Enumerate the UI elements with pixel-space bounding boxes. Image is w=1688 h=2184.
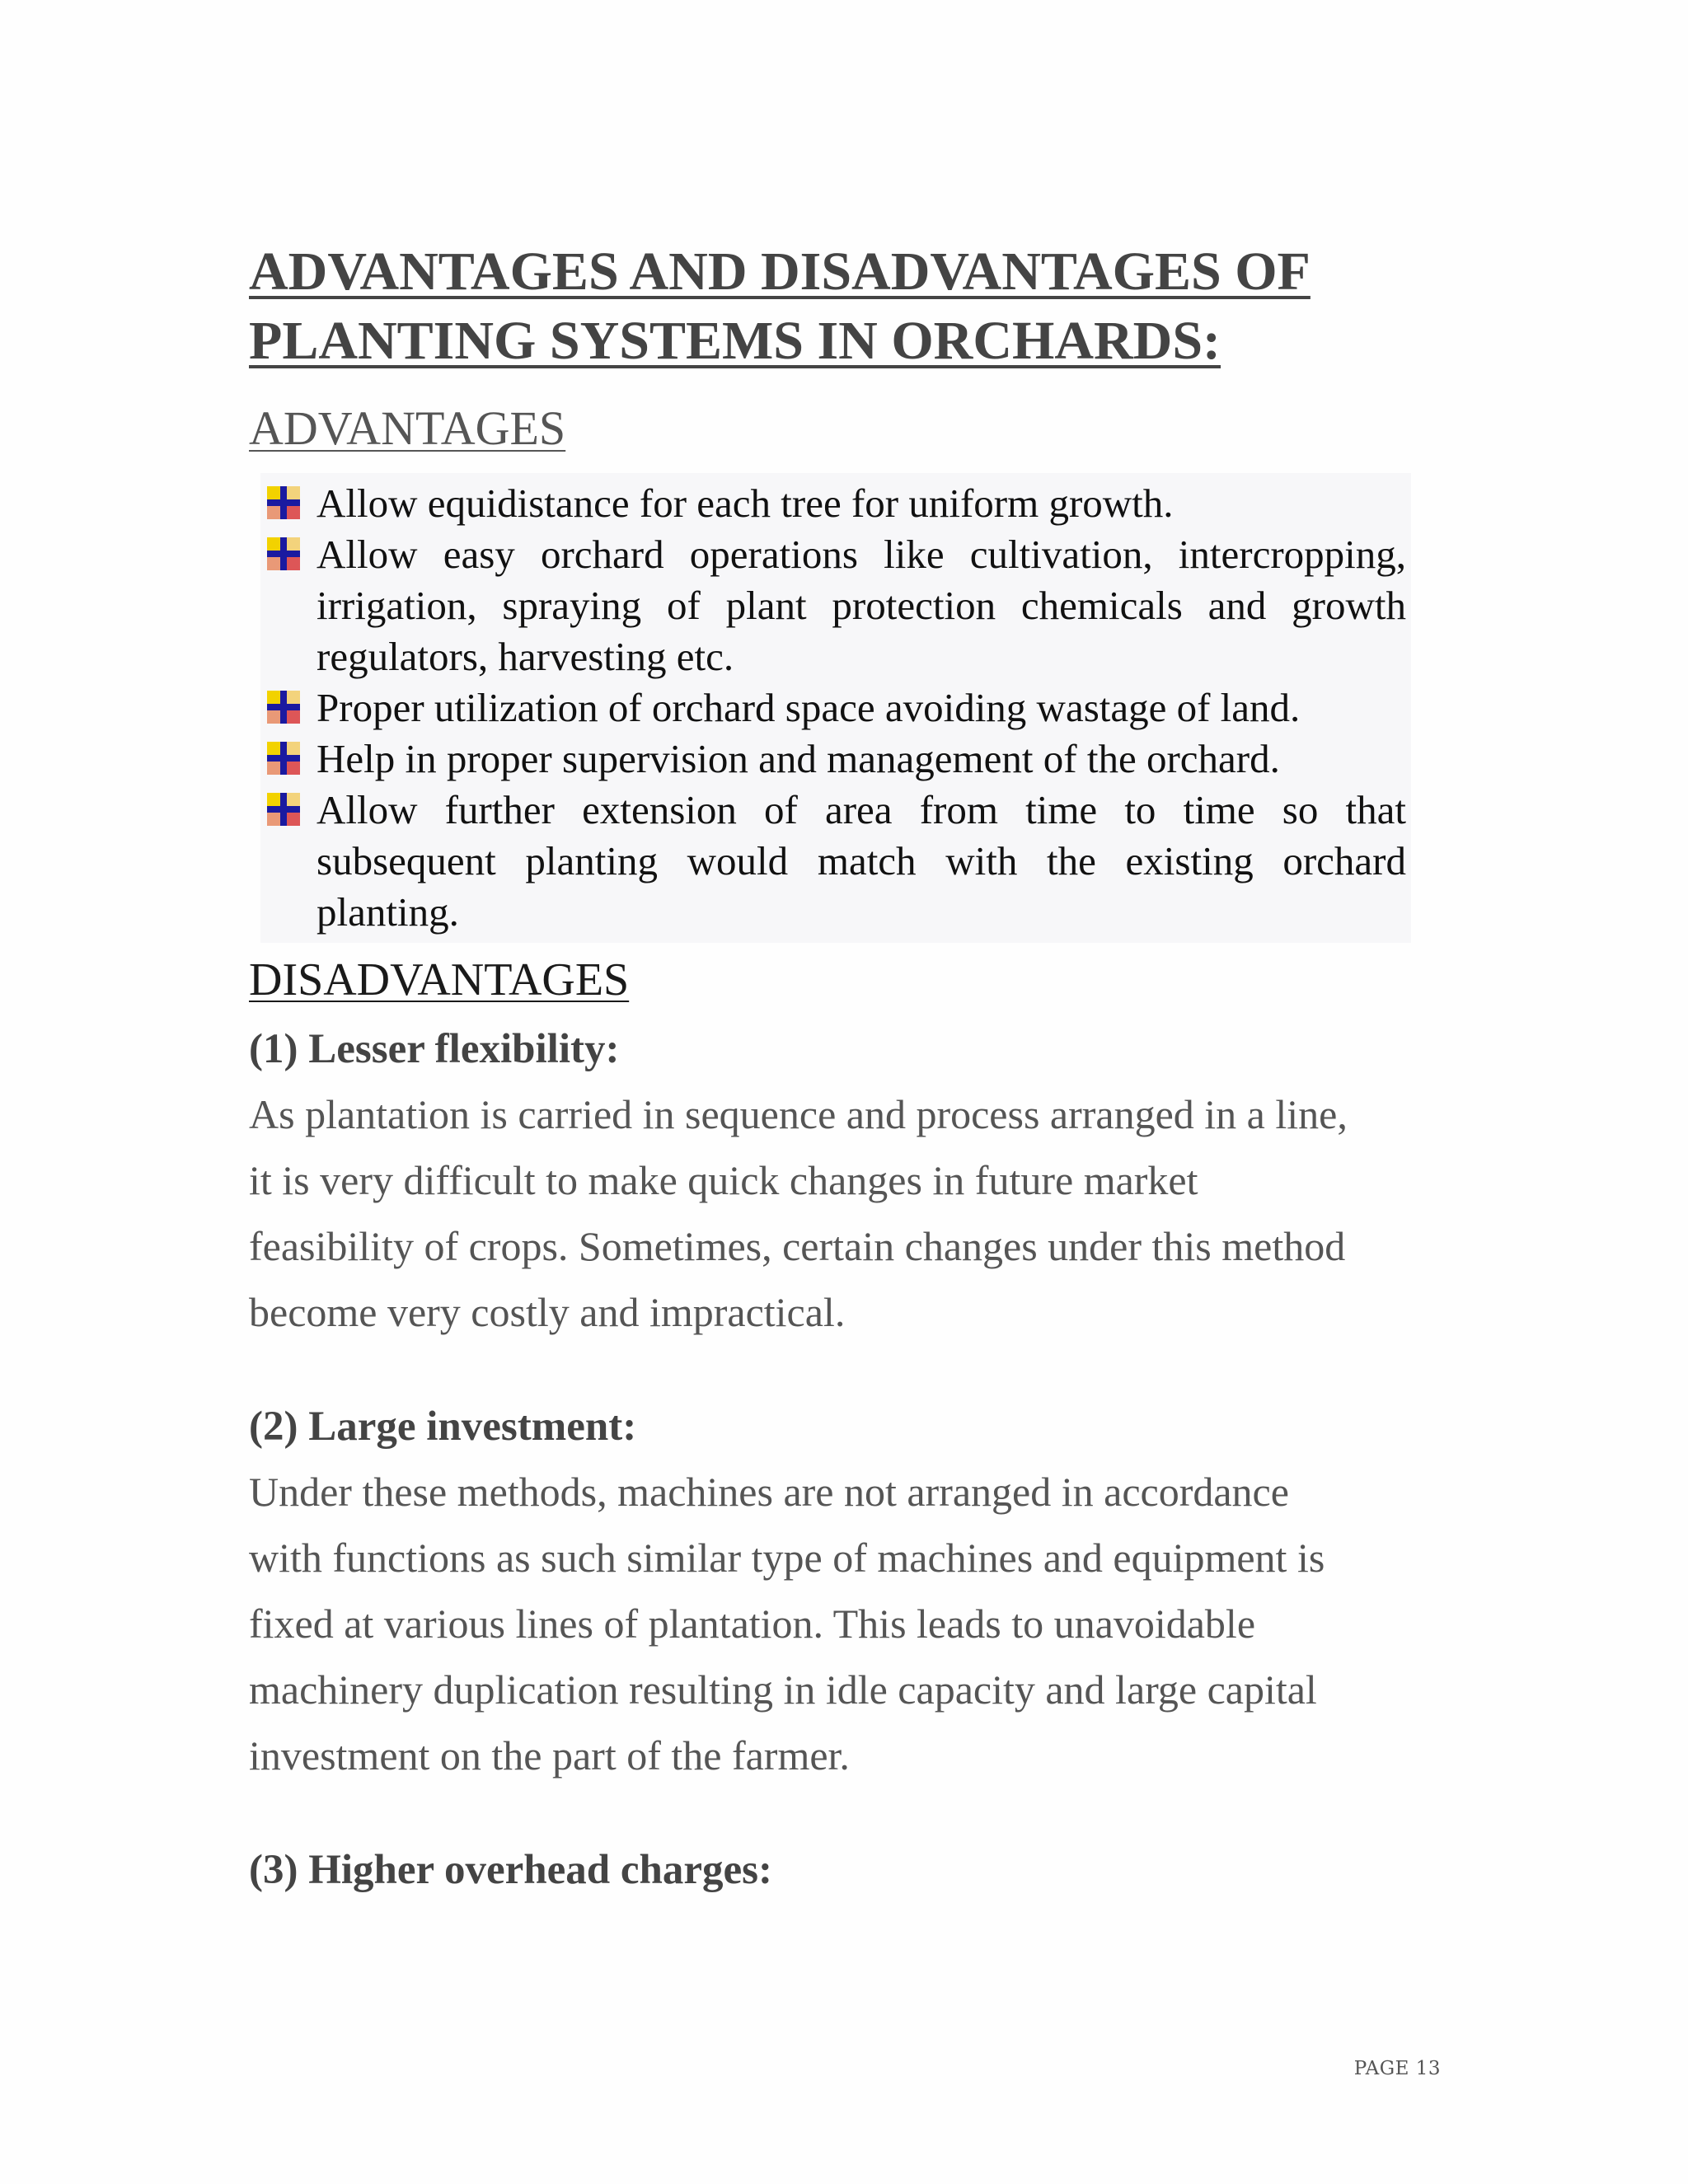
page-title — [249, 237, 1428, 376]
advantage-text: Allow easy orchard operations like cultivation, intercropping, irrigation, spraying of plant protection chemicals and growth regulators, harvesting etc. — [316, 532, 1406, 679]
advantages-box — [260, 473, 1411, 943]
disadvantage-heading: (3) Higher overhead charges: — [249, 1847, 773, 1893]
page-title-line-2: PLANTING SYSTEMS IN ORCHARDS: — [249, 311, 1221, 371]
disadvantage-section-2 — [249, 1398, 1428, 1788]
disadvantages-heading: DISADVANTAGES — [249, 954, 630, 1005]
section-spacer — [249, 1788, 1428, 1830]
advantage-item — [260, 682, 1411, 733]
disadvantage-body — [249, 1081, 1428, 1345]
body-line: fixed at various lines of plantation. This leads to unavoidable — [249, 1601, 1256, 1647]
disadvantage-heading: (2) Large investment: — [249, 1404, 637, 1450]
body-line: As plantation is carried in sequence and process arranged in a line, — [249, 1091, 1348, 1137]
body-line: machinery duplication resulting in idle capacity and large capital — [249, 1666, 1317, 1713]
cross-bullet-icon — [267, 691, 300, 724]
page-title-line-1: ADVANTAGES AND DISADVANTAGES OF — [249, 241, 1311, 302]
disadvantage-section-3 — [249, 1841, 1428, 1899]
body-line: with functions as such similar type of machines and equipment is — [249, 1535, 1325, 1581]
advantage-text: Help in proper supervision and management of the orchard. — [316, 736, 1280, 781]
cross-bullet-icon — [267, 486, 300, 519]
advantage-item — [260, 478, 1411, 529]
advantage-text: Allow equidistance for each tree for uniform growth. — [316, 480, 1174, 526]
advantages-list — [260, 478, 1411, 938]
advantage-item — [260, 785, 1411, 938]
page-content — [249, 237, 1428, 1899]
body-line: feasibility of crops. Sometimes, certain changes under this method — [249, 1223, 1346, 1269]
section-spacer — [249, 1345, 1428, 1386]
disadvantage-body — [249, 1459, 1428, 1788]
cross-bullet-icon — [267, 793, 300, 826]
advantages-heading: ADVANTAGES — [249, 401, 566, 455]
advantage-item — [260, 733, 1411, 785]
advantage-text: Allow further extension of area from time to time so that subsequent planting would match with the existing orchard planting. — [316, 787, 1406, 935]
body-line: investment on the part of the farmer. — [249, 1732, 850, 1779]
advantage-item — [260, 529, 1411, 682]
disadvantage-heading: (1) Lesser flexibility: — [249, 1026, 620, 1072]
cross-bullet-icon — [267, 742, 300, 775]
body-line: it is very difficult to make quick changes in future market — [249, 1157, 1198, 1203]
body-line: Under these methods, machines are not arranged in accordance — [249, 1469, 1289, 1515]
cross-bullet-icon — [267, 537, 300, 570]
advantage-text: Proper utilization of orchard space avoiding wastage of land. — [316, 685, 1301, 730]
disadvantage-section-1 — [249, 1020, 1428, 1345]
page-number: PAGE 13 — [1353, 2058, 1441, 2079]
body-line: become very costly and impractical. — [249, 1289, 846, 1335]
